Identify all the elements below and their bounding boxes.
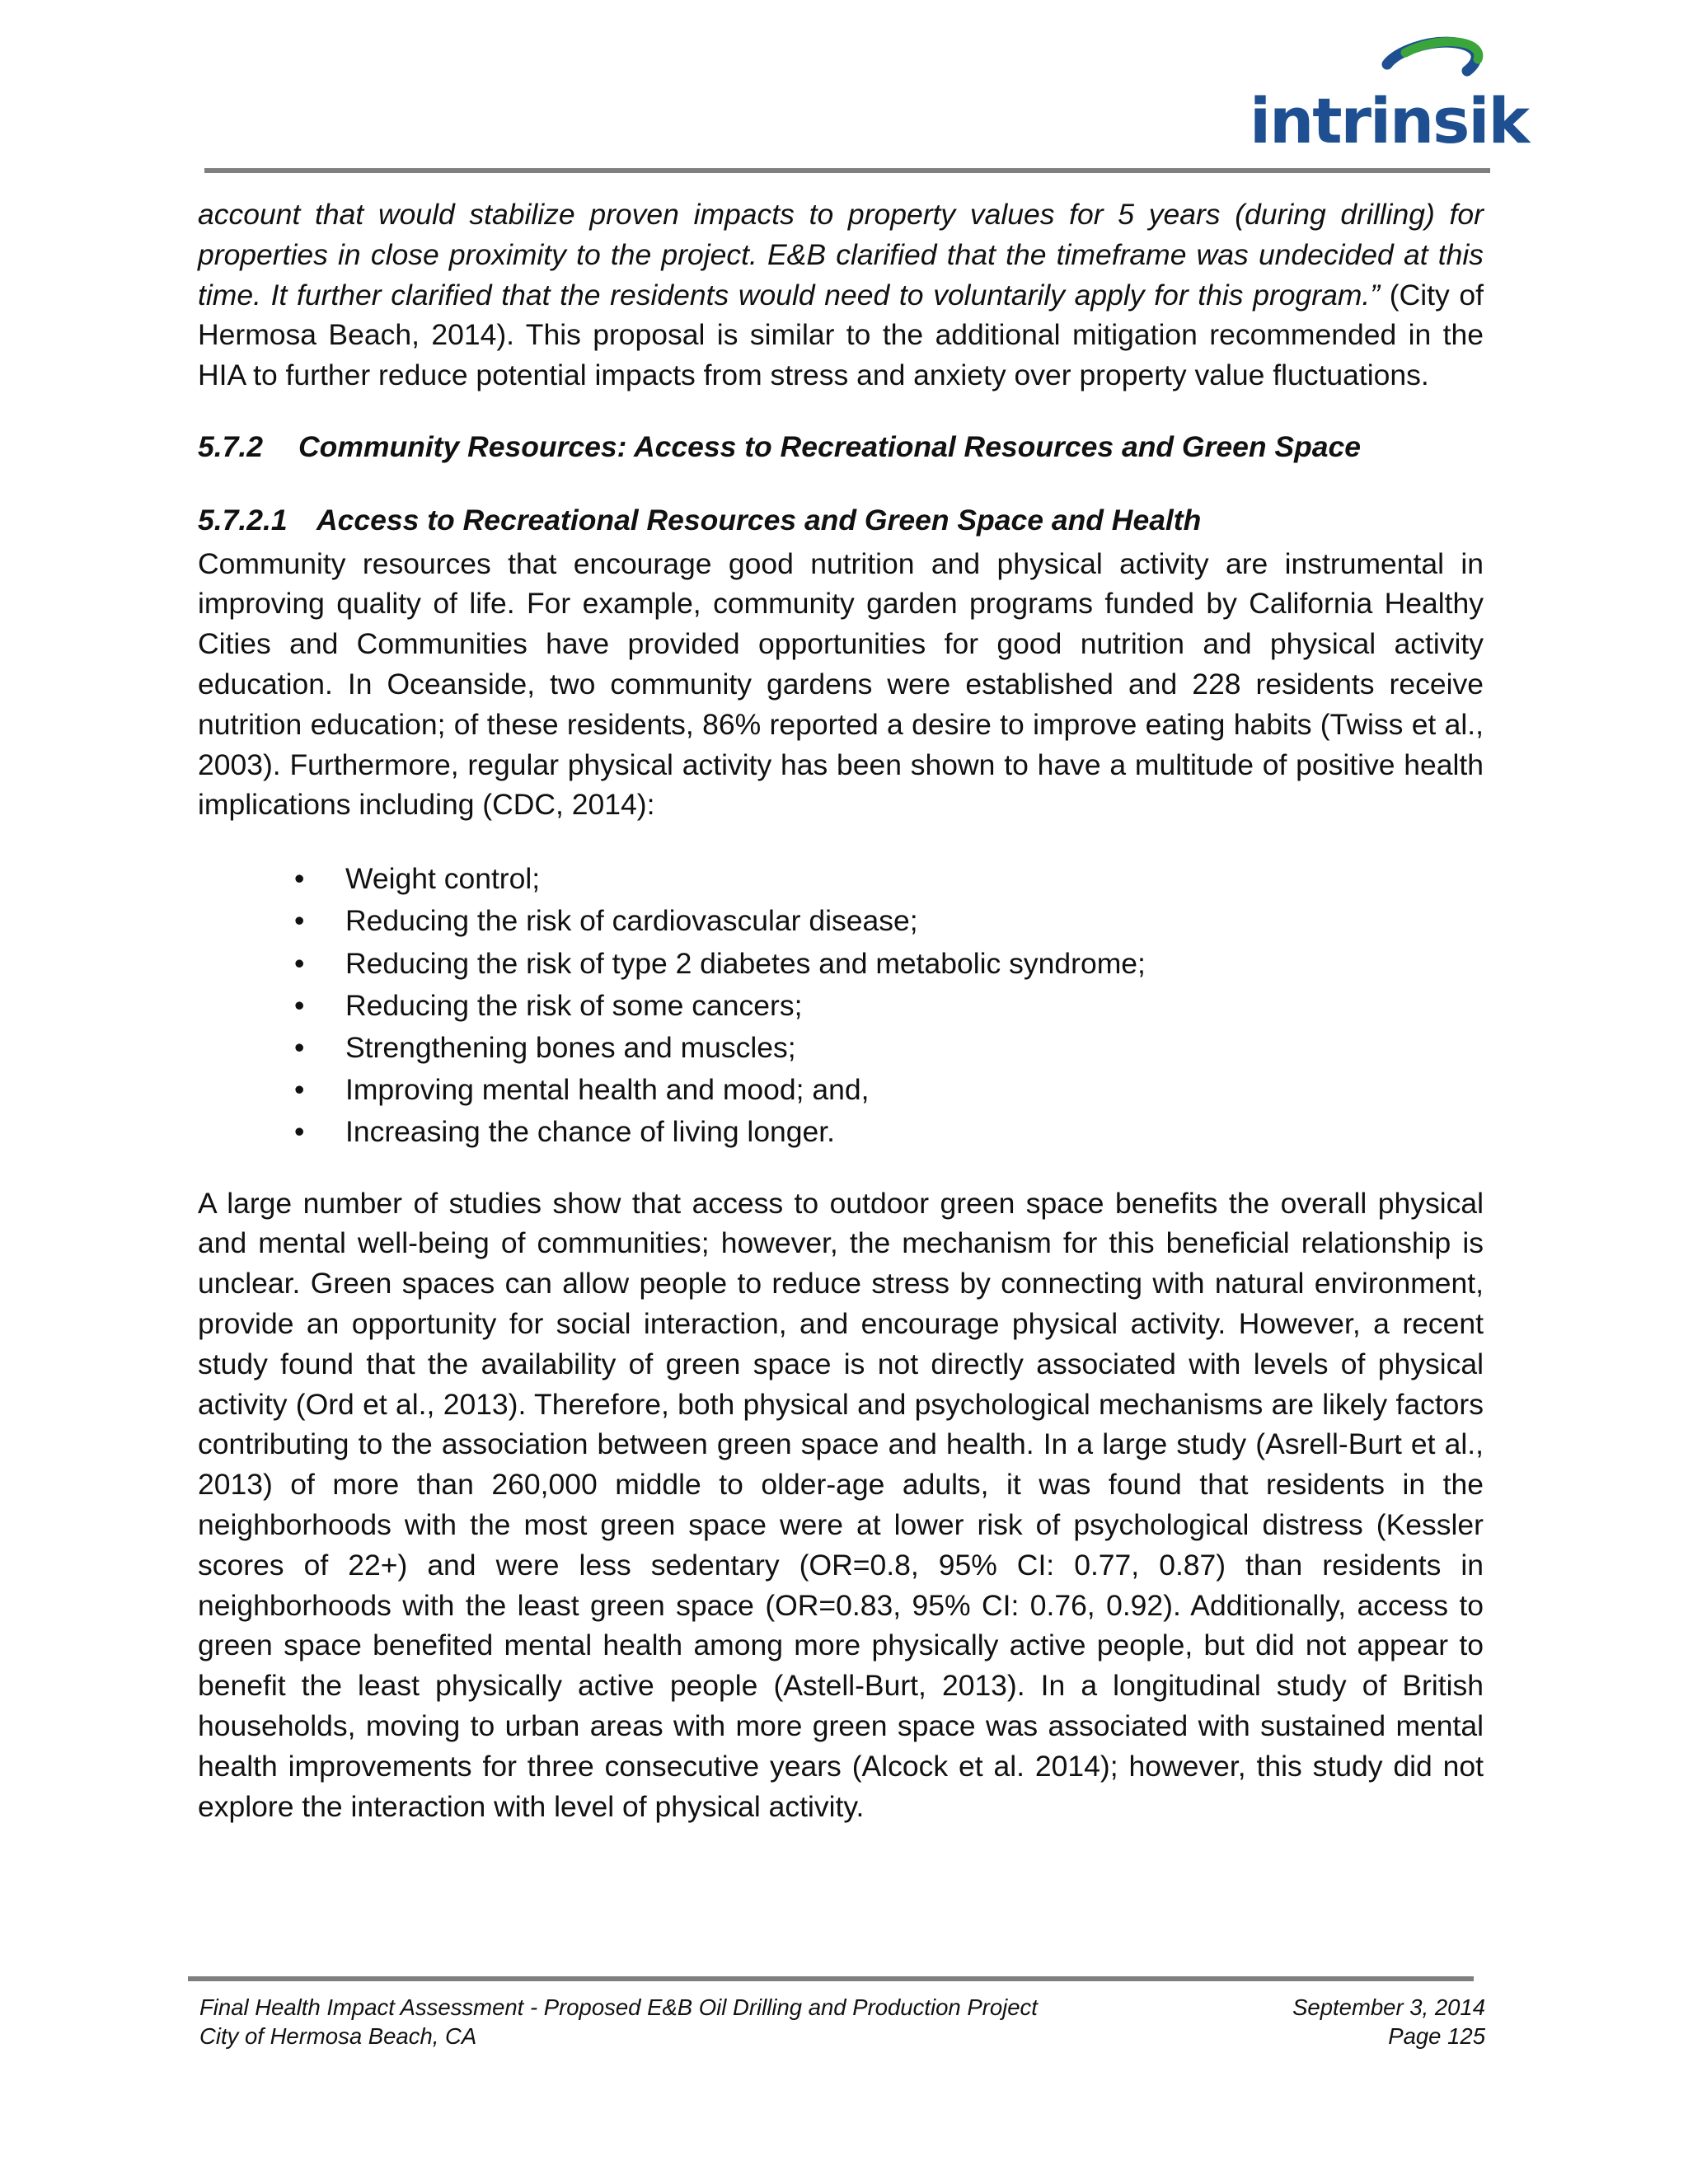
list-item <box>198 1069 1484 1111</box>
footer-location: City of Hermosa Beach, CA <box>199 2023 477 2049</box>
footer-document-title: Final Health Impact Assessment - Proposed E&B Oil Drilling and Production Project <box>199 1994 1038 2020</box>
list-item <box>198 985 1484 1027</box>
bullet-icon: • <box>294 1073 305 1107</box>
footer-page-number: Page 125 <box>1388 2023 1485 2049</box>
main-content <box>198 194 1484 1826</box>
list-item <box>198 1027 1484 1069</box>
intro-paragraph <box>198 194 1484 396</box>
section-title: Community Resources: Access to Recreational Resources and Green Space <box>298 429 1361 463</box>
list-item-text: Increasing the chance of living longer. <box>345 1115 836 1149</box>
list-item <box>198 858 1484 900</box>
list-item-text: Strengthening bones and muscles; <box>345 1030 796 1064</box>
page-footer <box>199 1993 1485 2050</box>
health-benefits-list <box>198 858 1484 1153</box>
section-heading <box>198 427 1484 467</box>
list-item <box>198 943 1484 985</box>
list-item-text: Reducing the risk of cardiovascular disease; <box>345 904 918 938</box>
bullet-icon: • <box>294 1115 305 1149</box>
list-item-text: Reducing the risk of some cancers; <box>345 988 803 1022</box>
subsection-heading <box>198 500 1484 541</box>
bullet-icon: • <box>294 988 305 1022</box>
list-item <box>198 1111 1484 1153</box>
footer-date: September 3, 2014 <box>1292 1994 1485 2020</box>
footer-row-1 <box>199 1993 1485 2022</box>
logo-wordmark: intrinsik <box>1250 84 1528 157</box>
footer-divider <box>188 1976 1474 1981</box>
list-item-text: Weight control; <box>345 862 541 896</box>
company-logo <box>1250 31 1528 157</box>
subsection-number: 5.7.2.1 <box>198 503 288 537</box>
list-item-text: Improving mental health and mood; and, <box>345 1073 870 1107</box>
bullet-icon: • <box>294 1030 305 1064</box>
list-item <box>198 900 1484 942</box>
body-paragraph-2: A large number of studies show that access to outdoor green space benefits the overall physical and mental well-being of communities; however, the mechanism for this beneficial relationship is unclear. Green spaces can allow people to reduce stress by connecting with natural environment, provide an opportunity for social interaction, and encourage physical activity. However, a recent study found that the availability of green space is not directly associated with levels of physical activity (Ord et al., 2013). Therefore, both physical and psychological mechanisms are likely factors contributing to the association between green space and health. In a large study (Asrell-Burt et al., 2013) of more than 260,000 middle to older-age adults, it was found that residents in the neighborhoods with the most green space were at lower risk of psychological distress (Kessler scores of 22+) and were less sedentary (OR=0.8, 95% CI: 0.77, 0.87) than residents in neighborhoods with the least green space (OR=0.83, 95% CI: 0.76, 0.92). Additionally, access to green space benefited mental health among more physically active people, but did not appear to benefit the least physically active people (Astell-Burt, 2013). In a longitudinal study of British households, moving to urban areas with more green space was associated with sustained mental health improvements for three consecutive years (Alcock et al. 2014); however, this study did not explore the interaction with level of physical activity. <box>198 1186 1484 1823</box>
bullet-icon: • <box>294 946 305 980</box>
intro-continuation: (City of Hermosa Beach, 2014). This proposal is similar to the additional mitigation recommended in the HIA to further reduce potential impacts from stress and anxiety over property value fluctuations. <box>198 278 1484 392</box>
bullet-icon: • <box>294 904 305 938</box>
intro-quote: account that would stabilize proven impacts to property values for 5 years (during drilling) for properties in close proximity to the project. E&B clarified that the timeframe was undecided at this time. It further clarified that the residents would need to voluntarily apply for this program.” <box>198 198 1484 312</box>
footer-row-2 <box>199 2022 1485 2050</box>
body-paragraph-1: Community resources that encourage good nutrition and physical activity are instrumental in improving quality of life. For example, community garden programs funded by California Healthy Cities and Communities have provided opportunities for good nutrition and physical activity education. In Oceanside, two community gardens were established and 228 residents receive nutrition education; of these residents, 86% reported a desire to improve eating habits (Twiss et al., 2003). Furthermore, regular physical activity has been shown to have a multitude of positive health implications including (CDC, 2014): <box>198 546 1484 822</box>
intrinsik-logo-graphic <box>1250 31 1528 157</box>
list-item-text: Reducing the risk of type 2 diabetes and metabolic syndrome; <box>345 946 1146 980</box>
bullet-icon: • <box>294 862 305 896</box>
header-divider <box>204 168 1490 173</box>
subsection-title: Access to Recreational Resources and Green Space and Health <box>316 503 1202 537</box>
section-number: 5.7.2 <box>198 429 263 463</box>
